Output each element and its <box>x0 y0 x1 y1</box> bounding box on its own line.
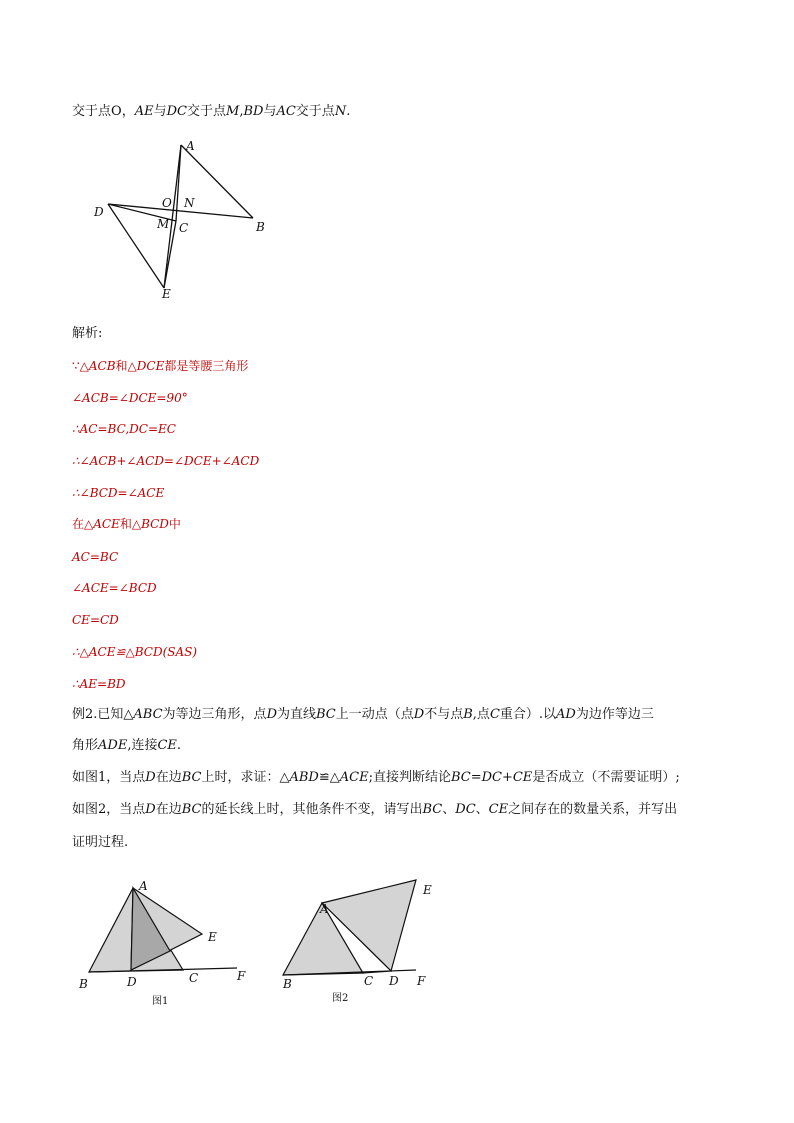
example-math: D <box>145 802 156 817</box>
solution-text: 在△ <box>72 517 94 531</box>
solution-line-8: ∠ACE=∠BCD <box>72 581 157 595</box>
tu1-label-e: E <box>208 930 217 944</box>
example-text: ;直接判断结论 <box>368 770 451 785</box>
example-text: 的延长线上时，其他条件不变，请写出 <box>201 802 423 817</box>
solution-line-10: ∴△ACE≌△BCD(SAS) <box>72 645 198 659</box>
intro-segment-bd: BD <box>243 104 264 119</box>
solution-line-5: ∴∠BCD=∠ACE <box>72 486 165 500</box>
example-math: DC <box>455 802 476 817</box>
solution-line-9: CE=CD <box>72 613 119 627</box>
intro-text: 交于点 <box>295 104 335 119</box>
example-text: 之间存在的数量关系，并写出 <box>508 802 678 817</box>
solution-line-3: ∴AC=BC,DC=EC <box>72 422 176 436</box>
example-text: 上时，求证：△ <box>201 770 290 785</box>
label-b: B <box>256 220 265 234</box>
example-math: BC <box>316 707 336 722</box>
example-math: C <box>489 707 500 722</box>
solution-text: 和△ <box>115 359 137 373</box>
solution-text: 都是等腰三角形 <box>164 359 249 373</box>
example-text: 上一动点（点 <box>335 707 414 722</box>
example-math: D <box>266 707 277 722</box>
example-text: ≌△ <box>318 770 340 785</box>
example-math: ABD <box>289 770 319 785</box>
triangle-acb: ACB <box>88 359 116 373</box>
example-text: 在边 <box>155 770 182 785</box>
example-text: 、 <box>442 802 456 817</box>
solution-heading: 解析: <box>72 326 103 341</box>
tu1-label-f: F <box>237 969 246 983</box>
label-n: N <box>184 196 195 210</box>
example-math: BC <box>181 770 202 785</box>
example-math: CE <box>157 738 177 753</box>
intro-text: ， <box>121 104 135 119</box>
solution-text: 和△ <box>119 517 142 531</box>
example-math: BC <box>181 802 202 817</box>
triangle-dce: DCE <box>136 359 165 373</box>
intro-segment-dc: DC <box>166 104 187 119</box>
example-math: AD <box>556 707 576 722</box>
example-text: 为边作等边三 <box>575 707 654 722</box>
tu2-label-a: A <box>320 902 329 916</box>
example-text: 为等边三角形，点 <box>162 707 267 722</box>
example-text: . <box>176 738 182 753</box>
label-a: A <box>186 139 195 153</box>
example-math: BC=DC+CE <box>450 770 533 785</box>
intro-point-m: M <box>226 104 240 119</box>
label-d: D <box>94 205 104 219</box>
example-text: 如图2，当点 <box>72 802 146 817</box>
example-math: D <box>145 770 156 785</box>
example-text: ,点 <box>472 707 490 722</box>
solution-line-4: ∴∠ACB+∠ACD=∠DCE+∠ACD <box>72 454 260 468</box>
triangle-bcd: BCD <box>141 517 169 531</box>
example-text: ,连接 <box>127 738 158 753</box>
tu2-label-f: F <box>417 974 426 988</box>
intro-segment-ac: AC <box>276 104 296 119</box>
example-text: 不与点 <box>424 707 464 722</box>
tu1-label-b: B <box>79 977 88 991</box>
solution-line-2: ∠ACB=∠DCE=90° <box>72 391 188 405</box>
label-e: E <box>162 287 171 301</box>
solution-text: 中 <box>168 517 181 531</box>
example-text: 为直线 <box>277 707 317 722</box>
example-math: BC <box>422 802 443 817</box>
example-text: 重合）.以 <box>499 707 557 722</box>
tu1-caption: 图1 <box>152 996 169 1007</box>
tu2-caption: 图2 <box>332 993 349 1004</box>
label-m: M <box>157 217 170 231</box>
intro-text: 与 <box>153 104 167 119</box>
tu2-label-e: E <box>423 883 432 897</box>
example-text: 是否成立（不需要证明）; <box>532 770 680 785</box>
example-math: B <box>463 707 473 722</box>
example-math: CE <box>488 802 509 817</box>
example-math: ACE <box>339 770 369 785</box>
example-text: 例2.已知△ <box>72 707 134 722</box>
tu1-label-c: C <box>189 971 199 985</box>
example-text: 在边 <box>155 802 182 817</box>
solution-line-7: AC=BC <box>72 550 119 564</box>
label-c: C <box>179 221 189 235</box>
triangle-ace: ACE <box>93 517 120 531</box>
tu2-label-d: D <box>389 974 399 988</box>
intro-text: 交于点 <box>186 104 226 119</box>
intro-text: . <box>346 104 351 119</box>
intro-point-o: O <box>111 104 122 119</box>
tu1-label-d: D <box>127 975 137 989</box>
solution-line-11: ∴AE=BD <box>72 677 126 691</box>
tu2-label-c: C <box>364 974 374 988</box>
example-math: ABC <box>133 707 163 722</box>
example-text: 如图1，当点 <box>72 770 146 785</box>
label-o: O <box>162 196 172 210</box>
intro-text: 与 <box>263 104 277 119</box>
tu1-label-a: A <box>139 879 148 893</box>
example-text: 角形 <box>72 738 99 753</box>
intro-segment-ae: AE <box>134 104 154 119</box>
example2-line-5: 证明过程. <box>72 835 129 850</box>
intro-text: 交于点 <box>72 104 112 119</box>
intro-text: , <box>239 104 244 119</box>
example-math: ADE <box>98 738 128 753</box>
solution-text: ∵△ <box>72 359 89 373</box>
example-math: D <box>413 707 425 722</box>
example-text: 、 <box>475 802 489 817</box>
tu2-label-b: B <box>283 977 292 991</box>
intro-point-n: N <box>334 104 347 119</box>
